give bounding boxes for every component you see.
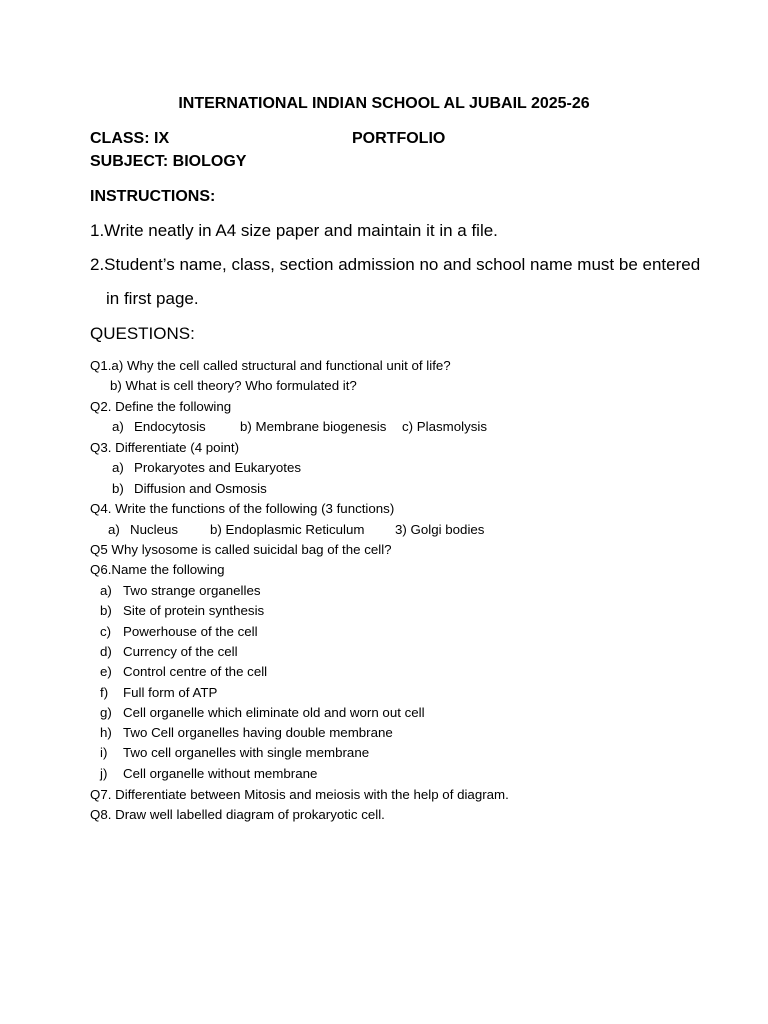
q6-item-text: Powerhouse of the cell	[123, 623, 258, 639]
q4-item-text: 3) Golgi bodies	[395, 522, 485, 537]
q6-item-marker: c)	[100, 623, 112, 639]
q1b-text: b) What is cell theory? Who formulated it?	[110, 378, 357, 393]
q6-item-marker: a)	[100, 583, 112, 598]
instruction-2: 2.Student’s name, class, section admission no and school name must be entered	[90, 255, 701, 274]
questions-heading: QUESTIONS:	[90, 324, 195, 343]
q6-item-text: Cell organelle which eliminate old and worn out cell	[123, 704, 425, 720]
q6-item-marker: d)	[100, 643, 112, 659]
q6-item-text: Full form of ATP	[123, 684, 218, 700]
q6-item-marker: i)	[100, 745, 108, 761]
school-title: INTERNATIONAL INDIAN SCHOOL AL JUBAIL 2025-26	[178, 95, 590, 112]
instruction-1: 1.Write neatly in A4 size paper and maintain it in a file.	[90, 221, 498, 240]
q2-item-text: Endocytosis	[134, 419, 206, 434]
q6-item-marker: g)	[100, 704, 112, 720]
instructions-heading: INSTRUCTIONS:	[90, 188, 216, 205]
q8-text: Q8. Draw well labelled diagram of prokaryotic cell.	[90, 807, 385, 822]
q4-item-marker: a)	[108, 522, 120, 537]
instruction-2-continued: in first page.	[106, 289, 199, 308]
class-label: CLASS: IX	[90, 130, 170, 147]
q6-item-text: Control centre of the cell	[123, 664, 268, 680]
q2-item-text: b) Membrane biogenesis	[240, 419, 387, 434]
q6-item-marker: b)	[100, 603, 112, 619]
q6-item-marker: f)	[100, 684, 109, 700]
q6-item-marker: e)	[100, 664, 112, 680]
q6-item-text: Two Cell organelles having double membrane	[123, 725, 393, 741]
q6-item-text: Cell organelle without membrane	[123, 765, 318, 781]
q3-item-marker: b)	[112, 481, 124, 496]
q6-item-marker: h)	[100, 725, 112, 741]
q4-item-text: b) Endoplasmic Reticulum	[210, 522, 365, 537]
subject-label: SUBJECT: BIOLOGY	[90, 153, 247, 170]
q6-item-text: Two strange organelles	[123, 583, 261, 598]
q5-text: Q5 Why lysosome is called suicidal bag of the cell?	[90, 542, 392, 557]
q1a-text: Q1.a) Why the cell called structural and functional unit of life?	[90, 358, 451, 373]
q3-item-text: Diffusion and Osmosis	[134, 481, 267, 496]
q3-item-marker: a)	[112, 460, 124, 475]
q3-text: Q3. Differentiate (4 point)	[90, 440, 240, 455]
q2-item-marker: a)	[112, 419, 124, 434]
q6-item-text: Two cell organelles with single membrane	[123, 745, 370, 761]
q2-item-text: c) Plasmolysis	[402, 419, 487, 434]
q3-item-text: Prokaryotes and Eukaryotes	[134, 460, 302, 475]
q6-text: Q6.Name the following	[90, 562, 225, 577]
portfolio-label: PORTFOLIO	[352, 130, 446, 147]
q6-item-text: Site of protein synthesis	[123, 603, 265, 619]
q7-text: Q7. Differentiate between Mitosis and meiosis with the help of diagram.	[90, 787, 509, 802]
q6-item-text: Currency of the cell	[123, 643, 238, 659]
q6-item-marker: j)	[100, 765, 108, 781]
q2-text: Q2. Define the following	[90, 399, 232, 414]
q4-item-text: Nucleus	[130, 522, 179, 537]
q4-text: Q4. Write the functions of the following (3 functions)	[90, 501, 395, 516]
